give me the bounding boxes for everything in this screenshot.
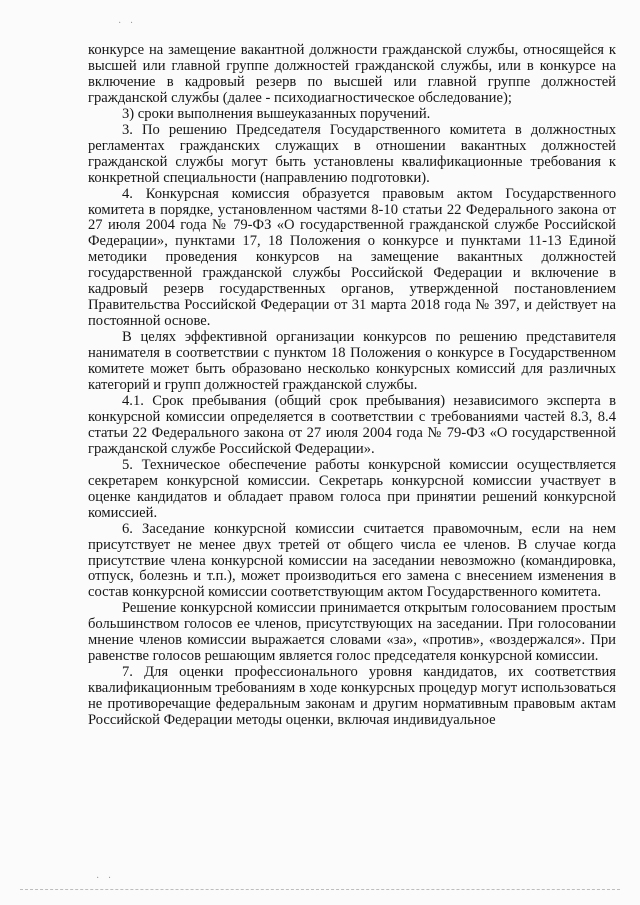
paragraph-4: 4. Конкурсная комиссия образуется правовым актом Государственного комитета в порядке, установленном частями 8-10 статьи 22 Федерального закона от 27 июля 2004 года № 79-ФЗ «О государственной гражданской службе Российской Федерации», пунктами 17, 18 Положения о конкурсе и пунктами 11-13 Единой методики проведения конкурсов на замещение вакантных должностей государственной гражданской службы Российской Федерации и включение в кадровый резерв государственных органов, утвержденной постановлением Правительства Российской Федерации от 31 марта 2018 года № 397, и действует на постоянной основе. (88, 185, 616, 330)
paragraph-6-voting: Решение конкурсной комиссии принимается открытым голосованием простым большинством голосов ее членов, присутствующих на заседании. При голосовании мнение членов комиссии выражается словами «за», «против», «воздержался». При равенстве голосов решающим является голос председателя конкурсной комиссии. (88, 600, 616, 665)
paragraph-7: 7. Для оценки профессионального уровня кандидатов, их соответствия квалификационным требованиям в ходе конкурсных процедур могут использоваться не противоречащие федеральным законам и другим нормативным правовым актам Российской Федерации методы оценки, включая индивидуальное (88, 664, 616, 729)
document-body (88, 43, 616, 729)
scan-artifact-top: · · (118, 18, 137, 29)
paragraph-4-1: 4.1. Срок пребывания (общий срок пребывания) независимого эксперта в конкурсной комиссии определяется в соответствии с требованиями частей 8.3, 8.4 статьи 22 Федерального закона от 27 июля 2004 года № 79-ФЗ «О государственной гражданской службе Российской Федерации». (88, 392, 616, 457)
paragraph-continuation: конкурсе на замещение вакантной должности гражданской службы, относящейся к высшей или главной группе должностей гражданской службы, или в конкурсе на включение в кадровый резерв по высшей или главной группе должностей гражданской службы (далее - психодиагностическое обследование); (88, 42, 616, 106)
paragraph-item-3-deadlines: 3) сроки выполнения вышеуказанных поручений. (122, 105, 431, 122)
paragraph-5: 5. Техническое обеспечение работы конкурсной комиссии осуществляется секретарем конкурсной комиссии. Секретарь конкурсной комиссии участвует в оценке кандидатов и обладает правом голоса при принятии решений конкурсной комиссией. (88, 456, 616, 521)
scan-edge-line (20, 889, 620, 890)
paragraph-3: 3. По решению Председателя Государственного комитета в должностных регламентах гражданских служащих в отношении вакантных должностей гражданской службы могут быть установлены квалификационные требования к конкретной специальности (направлению подготовки). (88, 121, 616, 186)
paragraph-4-addendum: В целях эффективной организации конкурсов по решению представителя нанимателя в соответствии с пунктом 18 Положения о конкурсе в Государственном комитете может быть образовано несколько конкурсных комиссий для различных категорий и групп должностей гражданской службы. (88, 329, 616, 394)
scan-artifact-bottom: · · (96, 873, 115, 884)
paragraph-6: 6. Заседание конкурсной комиссии считается правомочным, если на нем присутствует не менее двух третей от общего числа ее членов. В случае когда присутствие члена конкурсной комиссии на заседании невозможно (командировка, отпуск, болезнь и т.п.), может производиться его замена с внесением изменения в состав конкурсной комиссии соответствующим актом Государственного комитета. (88, 520, 616, 601)
